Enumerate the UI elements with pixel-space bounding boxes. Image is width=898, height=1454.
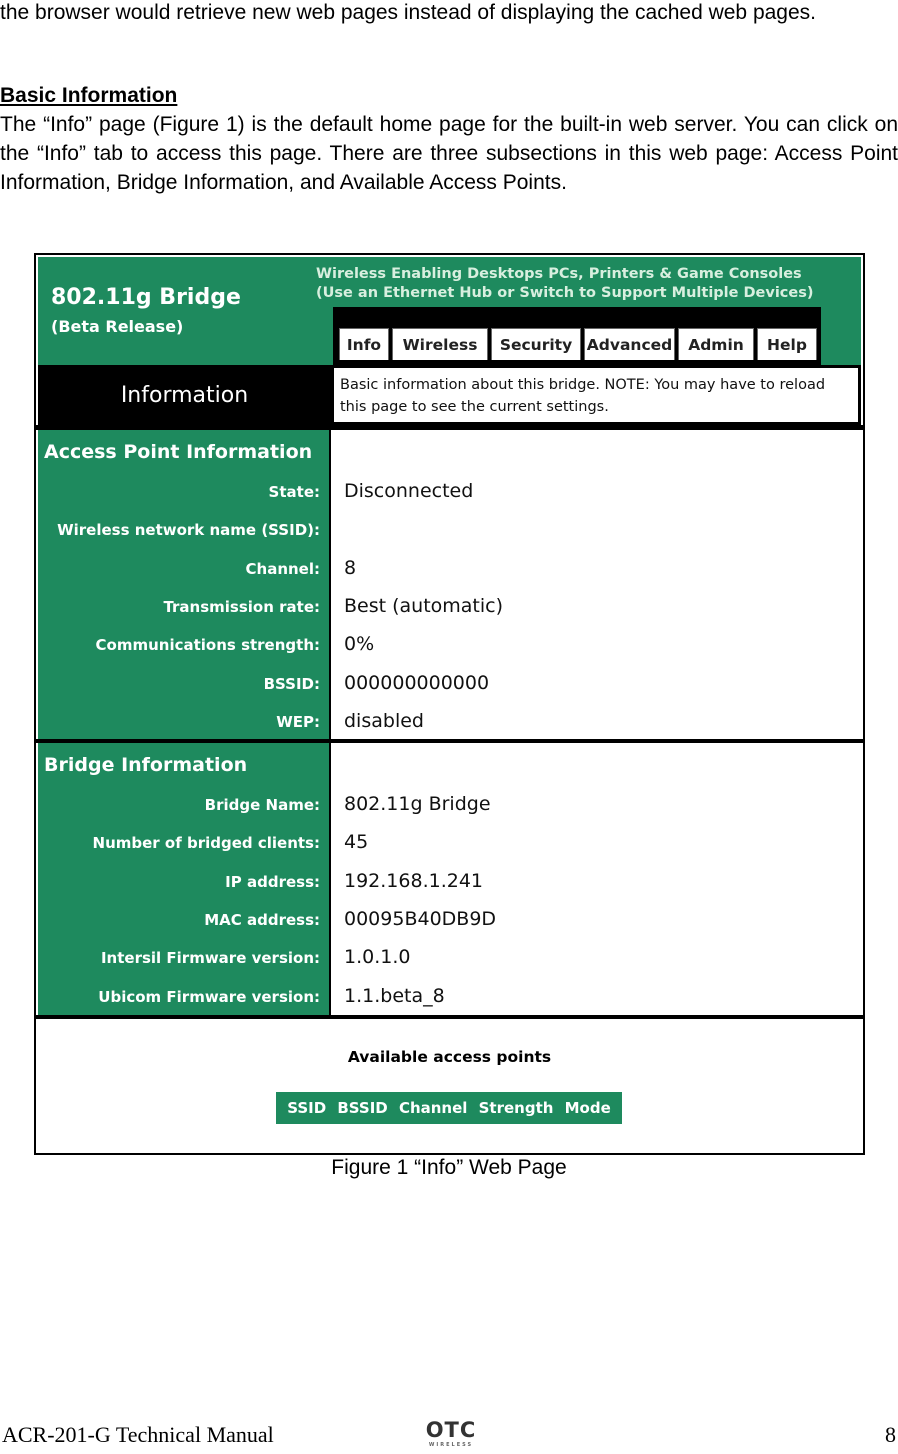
communications-strength-label: Communications strength: [95, 636, 320, 654]
page-note: Basic information about this bridge. NOTE: You may have to reload this page to see the current settings. [334, 368, 858, 422]
ubicom-firmware-label: Ubicom Firmware version: [98, 988, 320, 1006]
figure-header [38, 257, 861, 365]
tab-advanced[interactable]: Advanced [584, 328, 675, 360]
column-header-ssid: SSID [287, 1099, 327, 1117]
ip-address-label: IP address: [225, 873, 320, 891]
logo-subtext: WIRELESS [428, 1442, 474, 1448]
column-header-bssid: BSSID [337, 1099, 388, 1117]
bridged-clients-label: Number of bridged clients: [92, 834, 320, 852]
communications-strength-value: 0% [344, 633, 375, 655]
page-note-frame [331, 365, 861, 425]
section-heading: Basic Information [0, 84, 178, 107]
available-access-points-title: Available access points [347, 1048, 552, 1066]
channel-value: 8 [344, 557, 357, 579]
product-subtitle: (Beta Release) [51, 317, 184, 336]
product-title: 802.11g Bridge [51, 285, 241, 310]
manual-title: ACR-201-G Technical Manual [2, 1422, 274, 1447]
page-number: 8 [885, 1422, 896, 1447]
column-header-mode: Mode [564, 1099, 611, 1117]
tab-info[interactable]: Info [339, 328, 389, 360]
ssid-label: Wireless network name (SSID): [57, 521, 320, 539]
column-separator [329, 743, 331, 1015]
otc-wireless-logo [420, 1420, 482, 1454]
bridged-clients-value: 45 [344, 831, 369, 853]
divider [36, 1015, 863, 1019]
column-header-channel: Channel [398, 1099, 468, 1117]
intersil-firmware-value: 1.0.1.0 [344, 946, 411, 968]
wep-value: disabled [344, 710, 424, 732]
bridge-name-label: Bridge Name: [204, 796, 320, 814]
tab-admin[interactable]: Admin [678, 328, 754, 360]
tagline-line-2: (Use an Ethernet Hub or Switch to Support Multiple Devices) [316, 285, 814, 301]
bssid-label: BSSID: [263, 675, 320, 693]
mac-address-value: 00095B40DB9D [344, 908, 497, 930]
tab-wireless[interactable]: Wireless [392, 328, 488, 360]
body-paragraph: The “Info” page (Figure 1) is the default home page for the built-in web server. You can click on the “Info” tab to access this page. There are three subsections in this web page: Access Point Information, Bridge Information, and Available Access Points. [0, 113, 898, 194]
state-value: Disconnected [344, 480, 474, 502]
transmission-rate-value: Best (automatic) [344, 595, 504, 617]
logo-text: OTC [425, 1418, 477, 1442]
tab-help[interactable]: Help [757, 328, 817, 360]
tagline-line-1: Wireless Enabling Desktops PCs, Printers & Game Consoles [316, 266, 802, 282]
transmission-rate-label: Transmission rate: [163, 598, 320, 616]
available-access-points-header [276, 1092, 622, 1124]
column-header-strength: Strength [478, 1099, 554, 1117]
intersil-firmware-label: Intersil Firmware version: [100, 949, 320, 967]
channel-label: Channel: [245, 560, 320, 578]
info-page-screenshot [34, 253, 865, 1155]
access-point-section-title: Access Point Information [44, 441, 313, 463]
column-separator [329, 430, 331, 739]
intro-paragraph: the browser would retrieve new web pages instead of displaying the cached web pages. [0, 1, 816, 24]
wep-label: WEP: [276, 713, 320, 731]
page-heading: Information [38, 365, 331, 425]
ip-address-value: 192.168.1.241 [344, 870, 484, 892]
tagline [316, 265, 814, 303]
mac-address-label: MAC address: [204, 911, 320, 929]
figure-caption: Figure 1 “Info” Web Page [331, 1156, 567, 1179]
bridge-name-value: 802.11g Bridge [344, 793, 491, 815]
tab-bar [333, 307, 821, 365]
ubicom-firmware-value: 1.1.beta_8 [344, 985, 445, 1007]
bssid-value: 000000000000 [344, 672, 490, 694]
state-label: State: [268, 483, 320, 501]
bridge-section-title: Bridge Information [44, 754, 248, 776]
tab-security[interactable]: Security [491, 328, 581, 360]
